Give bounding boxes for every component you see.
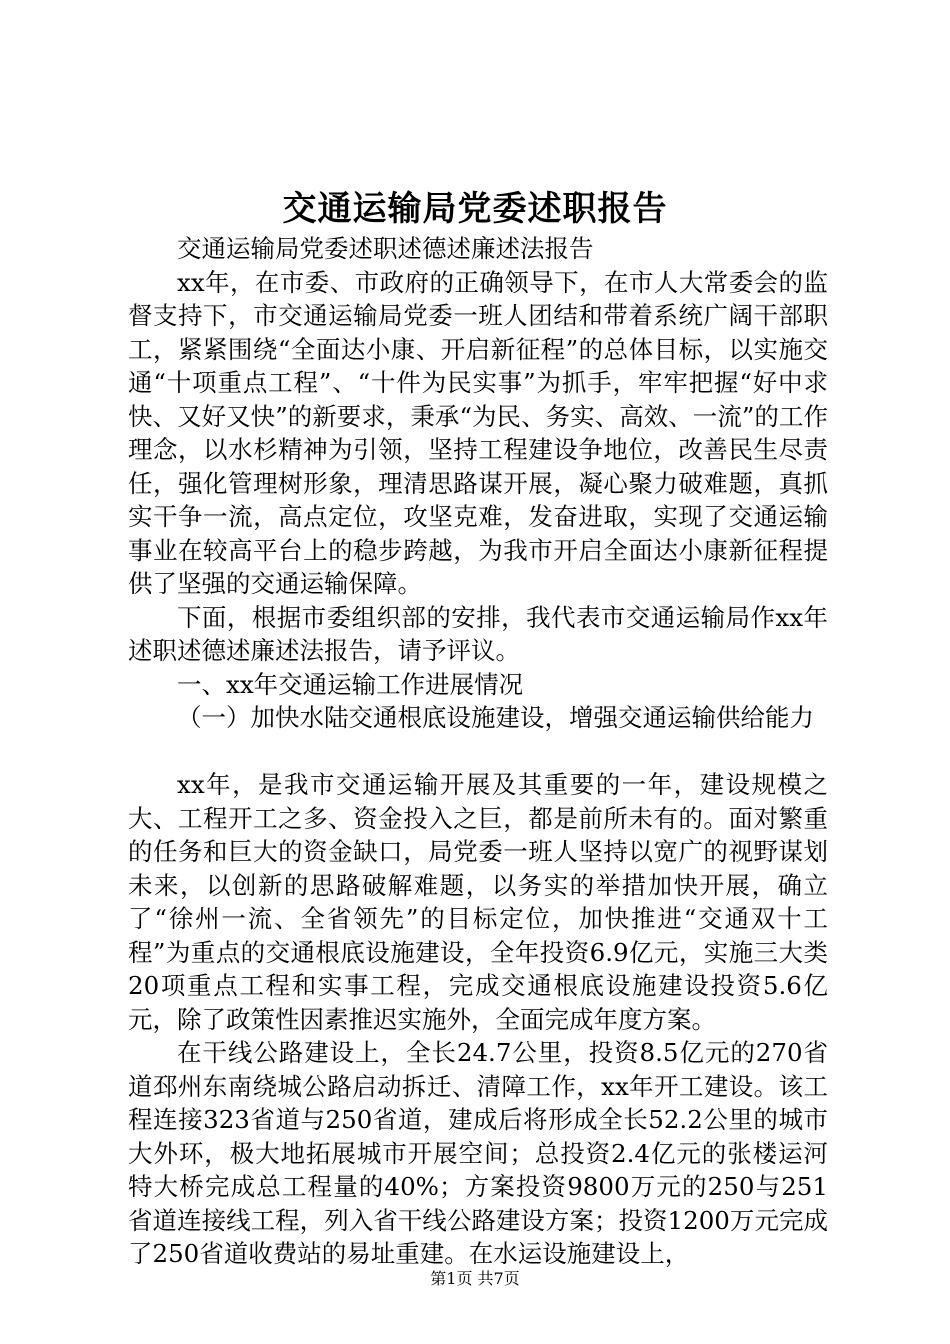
body-paragraph: 下面，根据市委组织部的安排，我代表市交通运输局作xx年述职述德述廉述法报告，请予评议。 — [128, 602, 828, 665]
body-paragraph: 在干线公路建设上，全长24.7公里，投资8.5亿元的270省道邳州东南绕城公路启动拆迁、清障工作，xx年开工建设。该工程连接323省道与250省道，建成后将形成全长52.2公里的城市大外环，极大地拓展城市开展空间；总投资2.4亿元的张楼运河特大桥完成总工程量的40%；方案投资9800万元的250与251省道连接线工程，列入省干线公路建设方案；投资1200万元完成了250省道收费站的易址重建。在水运设施建设上， — [128, 1038, 828, 1268]
body-paragraph: xx年，是我市交通运输开展及其重要的一年，建设规模之大、工程开工之多、资金投入之巨，都是前所未有的。面对繁重的任务和巨大的资金缺口，局党委一班人坚持以宽广的视野谋划未来，以创新的思路破解难题，以务实的举措加快开展，确立了“徐州一流、全省领先”的目标定位，加快推进“交通双十工程”为重点的交通根底设施建设，全年投资6.9亿元，实施三大类20项重点工程和实事工程，完成交通根底设施建设投资5.6亿元，除了政策性因素推迟实施外，全面完成年度方案。 — [128, 770, 828, 1034]
report-subtitle: 交通运输局党委述职述德述廉述法报告 — [177, 234, 594, 263]
document-title: 交通运输局党委述职报告 — [282, 189, 668, 229]
section-heading: 一、xx年交通运输工作进展情况 — [177, 669, 524, 699]
body-paragraph: xx年，在市委、市政府的正确领导下，在市人大常委会的监督支持下，市交通运输局党委一班人团结和带着系统广阔干部职工，紧紧围绕“全面达小康、开启新征程”的总体目标，以实施交通“十项重点工程”、“十件为民实事”为抓手，牢牢把握“好中求快、又好又快”的新要求，秉承“为民、务实、高效、一流”的工作理念，以水杉精神为引领，坚持工程建设争地位，改善民生尽责任，强化管理树形象，理清思路谋开展，凝心聚力破难题，真抓实干争一流，高点定位，攻坚克难，发奋进取，实现了交通运输事业在较高平台上的稳步跨越，为我市开启全面达小康新征程提供了坚强的交通运输保障。 — [128, 267, 828, 598]
document-body — [128, 232, 828, 1271]
subsection-heading: （一）加快水陆交通根底设施建设，增强交通运输供给能力 — [177, 703, 814, 732]
page-number: 第1页 共7页 — [430, 1269, 520, 1288]
